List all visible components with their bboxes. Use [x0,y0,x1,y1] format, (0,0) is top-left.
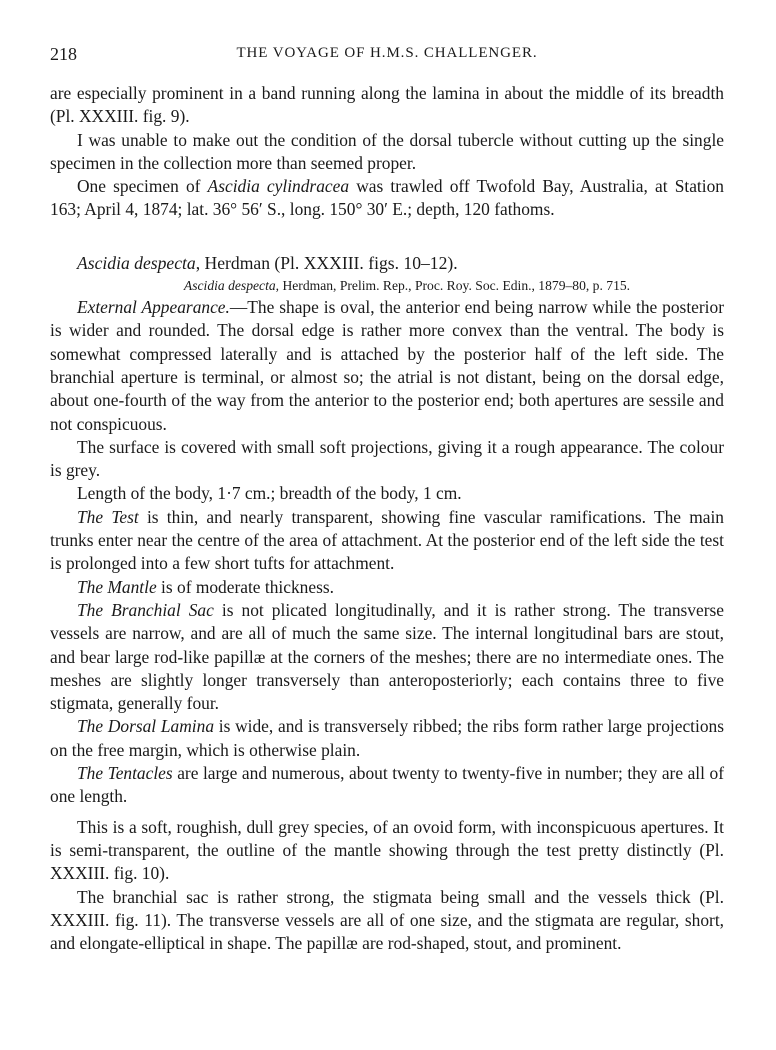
species-heading: Ascidia despecta, Herdman (Pl. XXXIII. figs. 10–12). [77,252,458,273]
running-title: THE VOYAGE OF H.M.S. CHALLENGER. [236,45,538,61]
paragraph-branchial-sac: The Branchial Sac is not plicated longitudinally, and it is rather strong. The transverse vessels are narrow, and are all of much the same size. The internal longitudinal bars are stout, and bear large rod-like papillæ at the corners of the meshes; there are no intermediate ones. The meshes are slightly longer transversely than anteroposteriorly; each contains three to five stigmata, generally four. [50,599,724,714]
section-label-mantle: The Mantle [77,576,157,597]
paragraph-tentacles: The Tentacles are large and numerous, about twenty to twenty-five in number; they are all of one length. [50,763,724,807]
paragraph-external-appearance: External Appearance.—The shape is oval, the anterior end being narrow while the posterior is wider and rounded. The dorsal edge is rather more convex than the ventral. The body is somewhat compressed laterally and is attached by the posterior half of the left side. The branchial aperture is terminal, or almost so; the atrial is not distant, being on the dorsal edge, about one-fourth of the way from the anterior to the posterior end; both apertures are sessile and not conspicuous. [50,297,724,434]
section-label-branchial: The Branchial Sac [77,599,214,620]
paragraph-summary-branchial: The branchial sac is rather strong, the stigmata being small and the vessels thick (Pl. XXXIII. fig. 11). The transverse vessels are all of one size, and the stigmata are regular, short, and elongate-elliptical in shape. The papillæ are rod-shaped, stout, and prominent. [50,886,724,954]
page-header [50,44,724,68]
paragraph-mantle: The Mantle is of moderate thickness. [77,576,334,597]
page-body [50,82,724,955]
paragraph-specimen-record: One specimen of Ascidia cylindracea was trawled off Twofold Bay, Australia, at Station 163; April 4, 1874; lat. 36° 56′ S., long. 150° 30′ E.; depth, 120 fathoms. [50,176,724,220]
paragraph-dorsal-tubercle: I was unable to make out the condition of the dorsal tubercle without cutting up the single specimen in the collection more than seemed proper. [50,129,724,173]
paragraph-summary-form: This is a soft, roughish, dull grey species, of an ovoid form, with inconspicuous apertures. It is semi-transparent, the outline of the mantle showing through the test pretty distinctly (Pl. XXXIII. fig. 10). [50,816,724,884]
section-label-test: The Test [77,506,139,527]
paragraph-test: The Test is thin, and nearly transparent, showing fine vascular ramifications. The main trunks enter near the centre of the area of attachment. At the posterior end of the left side the test is prolonged into a few short tufts for attachment. [50,506,724,574]
synonymy-name: Ascidia despecta [183,278,276,294]
section-label-tentacles: The Tentacles [77,763,173,784]
species-name: Ascidia cylindracea [207,176,350,197]
paragraph-surface: The surface is covered with small soft projections, giving it a rough appearance. The colour is grey. [50,436,724,481]
page-number: 218 [50,44,77,64]
synonymy-citation: Ascidia despecta, Herdman, Prelim. Rep., Proc. Roy. Soc. Edin., 1879–80, p. 715. [183,278,631,294]
species-heading-name: Ascidia despecta [77,252,196,273]
section-label-dorsal: The Dorsal Lamina [77,716,215,737]
section-label-external: External Appearance. [77,297,230,318]
paragraph-continuation: are especially prominent in a band running along the lamina in about the middle of its breadth (Pl. XXXIII. fig. 9). [50,83,724,127]
paragraph-dorsal-lamina: The Dorsal Lamina is wide, and is transversely ribbed; the ribs form rather large projections on the free margin, which is otherwise plain. [50,716,724,760]
paragraph-dimensions: Length of the body, 1·7 cm.; breadth of the body, 1 cm. [77,483,462,504]
